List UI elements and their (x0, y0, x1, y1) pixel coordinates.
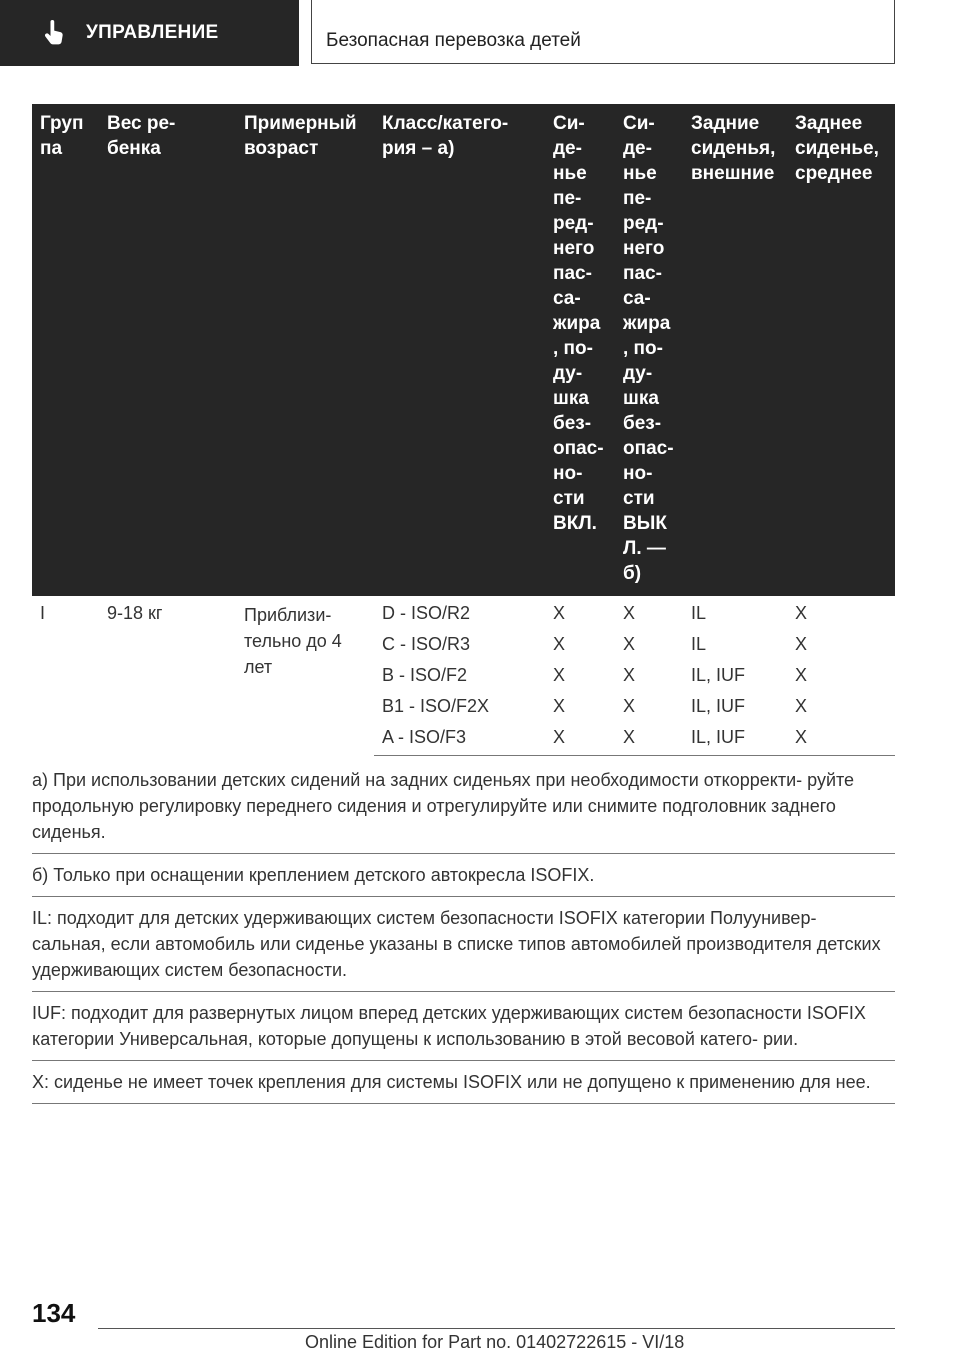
cell-rear-middle: X (795, 603, 808, 623)
header-rear-outer: Задние сиденья, внешние (683, 104, 787, 596)
cell-group: I (40, 603, 46, 623)
cell-front-off: X (623, 634, 636, 654)
table-row (32, 596, 895, 629)
cell-rear-outer: IL (691, 603, 707, 623)
section-title: УПРАВЛЕНИЕ (86, 22, 219, 43)
cell-class: C - ISO/R3 (382, 634, 471, 654)
cell-front-off: X (623, 603, 636, 623)
cell-rear-middle: X (787, 722, 895, 756)
isofix-table (32, 104, 895, 756)
table-header-row (32, 104, 895, 596)
cell-front-on: X (553, 665, 566, 685)
page-header (0, 0, 960, 66)
page-number: 134 (32, 1298, 76, 1328)
footer-divider (98, 1328, 895, 1329)
footnote-a: а) При использовании детских сидений на задних сиденьях при необходимости откорректи- руйте продольную регулировку переднего сидения и отрегулируйте или снимите подголовник заднего сиденья. (32, 759, 895, 854)
header-weight: Вес ре- бенка (99, 104, 236, 596)
cell-age: Приблизи- тельно до 4 лет (244, 605, 342, 677)
section-tab (0, 0, 299, 66)
header-age: Примерный возраст (236, 104, 374, 596)
cell-front-on: X (545, 722, 615, 756)
cell-front-on: X (553, 634, 566, 654)
edition-text: Online Edition for Part no. 01402722615 - VI/18 (305, 1332, 685, 1352)
footnote-b: б) Только при оснащении креплением детского автокресла ISOFIX. (32, 854, 895, 897)
header-rear-middle: Заднее сиденье, среднее (787, 104, 895, 596)
cell-rear-outer: IL, IUF (683, 722, 787, 756)
cell-rear-middle: X (795, 696, 808, 716)
cell-class: B1 - ISO/F2X (382, 696, 490, 716)
cell-rear-middle: X (795, 634, 808, 654)
header-front-airbag-on: Си- де- нье пе- ред- него пас- са- жира , по- ду- шка без- опас- но- сти ВКЛ. (545, 104, 615, 596)
cell-class: A - ISO/F3 (374, 722, 545, 756)
header-group: Груп па (32, 104, 99, 596)
cell-rear-outer: IL, IUF (691, 665, 746, 685)
header-front-airbag-off: Си- де- нье пе- ред- него пас- са- жира , по- ду- шка без- опас- но- сти ВЫК Л. — б) (615, 104, 683, 596)
pointing-hand-icon (40, 19, 68, 47)
footnote-x: X: сиденье не имеет точек крепления для системы ISOFIX или не допущено к применению для нее. (32, 1061, 895, 1104)
footnote-il: IL: подходит для детских удерживающих систем безопасности ISOFIX категории Полуунивер- сальная, если автомобиль или сиденье указаны в списке типов автомобилей производителя детских удерживающих систем безопасности. (32, 897, 895, 992)
cell-front-off: X (623, 696, 636, 716)
cell-front-on: X (553, 696, 566, 716)
cell-weight: 9-18 кг (107, 603, 163, 623)
cell-rear-outer: IL (691, 634, 707, 654)
header-class: Класс/катего- рия – а) (374, 104, 545, 596)
cell-class: B - ISO/F2 (382, 665, 468, 685)
cell-class: D - ISO/R2 (382, 603, 471, 623)
cell-rear-middle: X (795, 665, 808, 685)
cell-front-off: X (615, 722, 683, 756)
footnote-iuf: IUF: подходит для развернутых лицом вперед детских удерживающих систем безопасности ISOFIX категории Универсальная, которые допущены к использованию в этой весовой катего- рии. (32, 992, 895, 1061)
cell-front-off: X (623, 665, 636, 685)
cell-front-on: X (553, 603, 566, 623)
chapter-title: Безопасная перевозка детей (311, 0, 895, 64)
footnotes (32, 759, 895, 1104)
cell-rear-outer: IL, IUF (691, 696, 746, 716)
